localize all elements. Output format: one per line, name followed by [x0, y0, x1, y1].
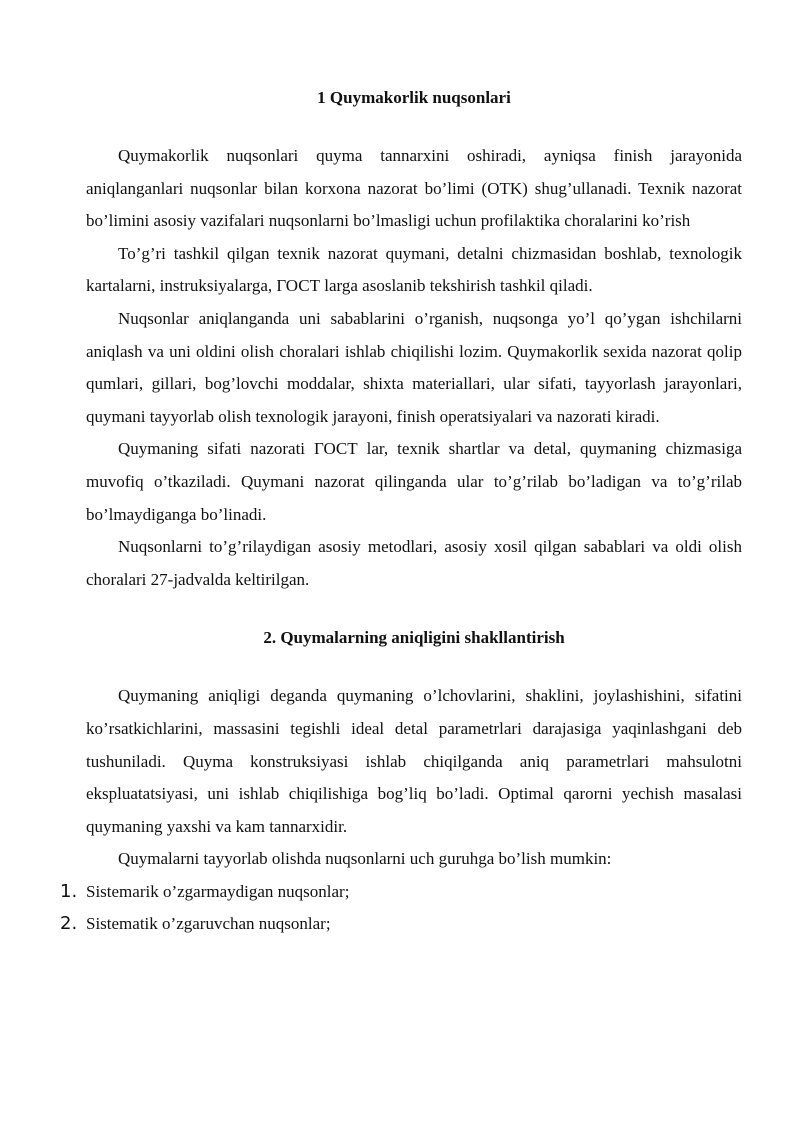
paragraph: Quymakorlik nuqsonlari quyma tannarxini oshiradi, ayniqsa finish jarayonida aniqlanganlari nuqsonlar bilan korxona nazorat bo’limi (OTK) shug’ullanadi. Texnik nazorat bo’limini asosiy vazifalari nuqsonlarni bo’lmasligi uchun profilaktika choralarini ko’rish	[86, 146, 742, 231]
paragraph: Nuqsonlar aniqlanganda uni sabablarini o’rganish, nuqsonga yo’l qo’ygan ishchilarni aniqlash va uni oldini olish choralari ishlab chiqilishi lozim. Quymakorlik sexida nazorat qolip qumlari, gillari, bog’lovchi moddalar, shixta materiallari, ular sifati, tayyorlash jarayonlari, quymani tayyorlab olish texnologik jarayoni, finish operatsiyalari va nazorati kiradi.	[86, 308, 742, 426]
section-2-heading: 2. Quymalarning aniqligini shakllantirish	[263, 628, 565, 648]
defect-groups-list	[60, 876, 742, 941]
paragraph: Nuqsonlarni to’g’rilaydigan asosiy metodlari, asosiy xosil qilgan sabablari va oldi olish choralari 27-jadvalda keltirilgan.	[86, 537, 742, 589]
list-item-text: Sistematik o’zgaruvchan nuqsonlar;	[86, 914, 331, 934]
paragraph: Quymaning aniqligi deganda quymaning o’lchovlarini, shaklini, joylashishini, sifatini ko’rsatkichlarini, massasini tegishli ideal detal parametrlari darajasiga yaqinlashgani deb tushuniladi. Quyma konstruksiyasi ishlab chiqilganda aniq parametrlari mahsulotni ekspluatatsiyasi, uni ishlab chiqilishiga bog’liq bo’ladi. Optimal qarorni yechish masalasi quymaning yaxshi va kam tannarxidir.	[86, 686, 742, 836]
list-item-number: 2.	[60, 913, 78, 935]
list-item	[60, 876, 742, 909]
list-item-number: 1.	[60, 880, 78, 902]
list-item	[60, 908, 742, 941]
section-2-body	[60, 680, 742, 941]
section-1-body	[86, 140, 742, 596]
paragraph: To’g’ri tashkil qilgan texnik nazorat quymani, detalni chizmasidan boshlab, texnologik kartalarni, instruksiyalarga, ГОСТ larga asoslanib tekshirish tashkil qiladi.	[86, 243, 742, 296]
list-item-text: Sistemarik o’zgarmaydigan nuqsonlar;	[86, 881, 350, 901]
paragraph: Quymaning sifati nazorati ГОСТ lar, texnik shartlar va detal, quymaning chizmasiga muvofiq o’tkaziladi. Quymani nazorat qilinganda ular to’g’rilab bo’ladigan va to’g’rilab bo’lmaydiganga bo’linadi.	[86, 439, 742, 524]
section-1-heading: 1 Quymakorlik nuqsonlari	[317, 88, 511, 107]
paragraph: Quymalarni tayyorlab olishda nuqsonlarni uch guruhga bo’lish mumkin:	[118, 849, 612, 869]
